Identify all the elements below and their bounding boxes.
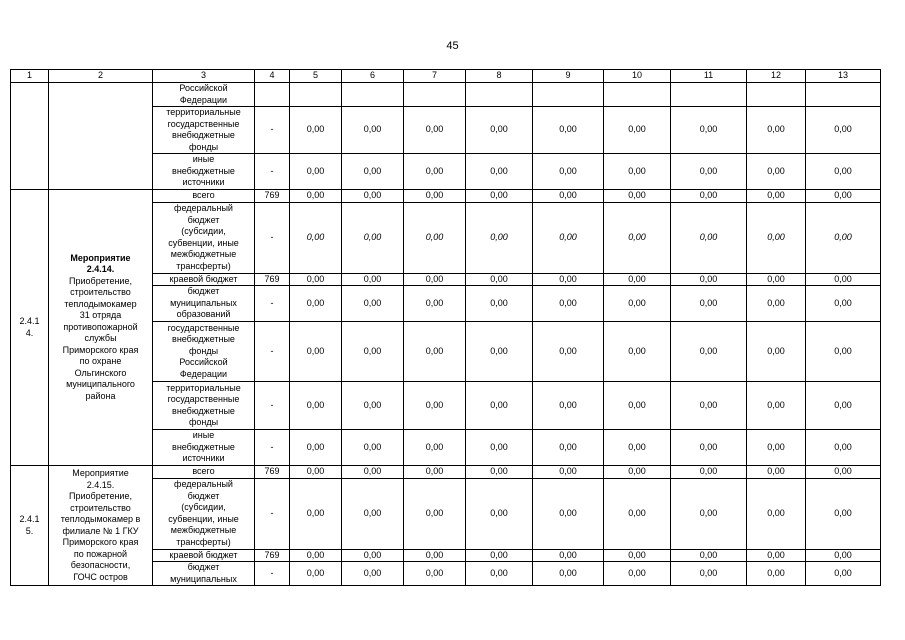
- value-cell: 0,00: [404, 286, 466, 322]
- value-cell: 0,00: [747, 190, 806, 203]
- activity-description: [51, 276, 150, 403]
- value-cell: 0,00: [671, 273, 747, 286]
- value-cell: 0,00: [533, 154, 604, 190]
- funding-source-cell: [153, 202, 255, 273]
- value-cell: 0,00: [466, 154, 533, 190]
- value-cell: 0,00: [806, 430, 881, 466]
- activity-cell: [49, 190, 153, 466]
- value-cell: 0,00: [342, 478, 404, 549]
- text-line: 31 отряда: [79, 310, 122, 321]
- value-cell: 0,00: [533, 382, 604, 430]
- text-line: 4.: [25, 327, 34, 338]
- column-header: 2: [49, 70, 153, 83]
- value-cell: 0,00: [342, 466, 404, 479]
- value-cell: 0,00: [290, 202, 342, 273]
- value-cell: 0,00: [290, 273, 342, 286]
- text-line: государственные: [167, 394, 240, 404]
- value-cell: 0,00: [604, 466, 671, 479]
- text-line: района: [85, 390, 116, 401]
- value-cell: 0,00: [290, 549, 342, 562]
- value-cell: 0,00: [533, 466, 604, 479]
- value-cell: 0,00: [604, 190, 671, 203]
- value-cell: 0,00: [342, 430, 404, 466]
- text-line: службы: [84, 333, 117, 344]
- value-cell: 0,00: [533, 430, 604, 466]
- text-line: Федерации: [179, 368, 228, 379]
- funding-source-cell: [153, 107, 255, 154]
- value-cell: 0,00: [671, 478, 747, 549]
- text-line: внебюджетные: [172, 334, 235, 345]
- value-cell: 0,00: [533, 202, 604, 273]
- text-line: 2.4.15.: [86, 479, 115, 490]
- value-cell: 0,00: [404, 382, 466, 430]
- text-line: трансферты): [176, 536, 231, 547]
- activity-cell: [49, 466, 153, 586]
- value-cell: 0,00: [466, 273, 533, 286]
- funding-source-cell: [153, 466, 255, 479]
- value-cell: 0,00: [671, 382, 747, 430]
- value-cell: 0,00: [604, 478, 671, 549]
- value-cell: 0,00: [533, 190, 604, 203]
- value-cell: 0,00: [290, 322, 342, 382]
- text-line: противопожарной: [63, 321, 138, 332]
- value-cell: 0,00: [747, 466, 806, 479]
- text-line: теплодымокамер в: [60, 514, 141, 524]
- value-cell: 0,00: [466, 202, 533, 273]
- text-line: внебюджетные: [172, 441, 235, 452]
- column-header: 9: [533, 70, 604, 83]
- funding-source-cell: [153, 273, 255, 286]
- column-header: 7: [404, 70, 466, 83]
- value-cell: 0,00: [604, 382, 671, 430]
- value-cell: [533, 83, 604, 107]
- table-row: [11, 190, 881, 203]
- value-cell: 0,00: [533, 286, 604, 322]
- row-id-cell: [11, 466, 49, 586]
- value-cell: 0,00: [747, 478, 806, 549]
- value-cell: 0,00: [747, 202, 806, 273]
- code-cell: 769: [255, 466, 290, 479]
- text-line: 2.4.1: [19, 514, 40, 524]
- value-cell: 0,00: [604, 562, 671, 586]
- column-header: 8: [466, 70, 533, 83]
- text-line: Федерации: [179, 94, 228, 105]
- value-cell: 0,00: [342, 382, 404, 430]
- budget-table: [10, 69, 881, 586]
- value-cell: 0,00: [290, 562, 342, 586]
- value-cell: [806, 83, 881, 107]
- text-line: фонды: [188, 417, 219, 427]
- activity-description: [51, 468, 150, 583]
- value-cell: 0,00: [806, 562, 881, 586]
- value-cell: 0,00: [342, 154, 404, 190]
- value-cell: 0,00: [806, 154, 881, 190]
- value-cell: 0,00: [466, 478, 533, 549]
- value-cell: 0,00: [342, 202, 404, 273]
- text-line: иные: [192, 430, 215, 441]
- text-line: бюджет: [187, 490, 220, 501]
- value-cell: 0,00: [806, 107, 881, 154]
- text-line: фонды: [188, 141, 219, 152]
- value-cell: 0,00: [747, 286, 806, 322]
- value-cell: 0,00: [604, 430, 671, 466]
- text-line: межбюджетные: [170, 525, 237, 535]
- text-line: Ольгинского: [74, 367, 127, 378]
- value-cell: 0,00: [466, 549, 533, 562]
- column-header: 6: [342, 70, 404, 83]
- text-line: образований: [176, 309, 231, 320]
- table-body: [11, 83, 881, 586]
- value-cell: 0,00: [806, 190, 881, 203]
- text-line: муниципального: [66, 379, 135, 390]
- text-line: субвенции, иные: [168, 237, 239, 248]
- table-row: [11, 83, 881, 107]
- row-id-cell: [11, 83, 49, 190]
- value-cell: 0,00: [404, 202, 466, 273]
- text-line: Мероприятие: [72, 468, 129, 478]
- value-cell: 0,00: [466, 430, 533, 466]
- value-cell: 0,00: [747, 549, 806, 562]
- column-header: 5: [290, 70, 342, 83]
- funding-source-cell: [153, 549, 255, 562]
- value-cell: 0,00: [290, 107, 342, 154]
- funding-source-cell: [153, 154, 255, 190]
- text-line: территориальные: [166, 107, 241, 117]
- text-line: 2.4.14.: [86, 264, 115, 275]
- funding-source-cell: [153, 478, 255, 549]
- value-cell: 0,00: [747, 382, 806, 430]
- text-line: краевой бюджет: [169, 549, 238, 560]
- text-line: филиале № 1 ГКУ: [62, 525, 139, 536]
- text-line: Приобретение,: [69, 491, 132, 501]
- value-cell: 0,00: [671, 154, 747, 190]
- text-line: 5.: [25, 525, 34, 536]
- value-cell: [342, 83, 404, 107]
- text-line: бюджет: [187, 286, 220, 297]
- text-line: межбюджетные: [170, 249, 237, 259]
- text-line: по охране: [79, 356, 122, 367]
- value-cell: 0,00: [747, 322, 806, 382]
- text-line: трансферты): [176, 260, 231, 271]
- value-cell: 0,00: [604, 549, 671, 562]
- value-cell: 0,00: [466, 286, 533, 322]
- column-header: 12: [747, 70, 806, 83]
- value-cell: 0,00: [747, 107, 806, 154]
- value-cell: 0,00: [604, 202, 671, 273]
- table-row: [11, 466, 881, 479]
- funding-source-cell: [153, 190, 255, 203]
- code-cell: -: [255, 107, 290, 154]
- value-cell: [466, 83, 533, 107]
- text-line: внебюджетные: [172, 165, 235, 176]
- header-row: [11, 70, 881, 83]
- value-cell: 0,00: [290, 430, 342, 466]
- value-cell: 0,00: [404, 190, 466, 203]
- code-cell: -: [255, 202, 290, 273]
- code-cell: -: [255, 478, 290, 549]
- code-cell: [255, 83, 290, 107]
- value-cell: 0,00: [404, 154, 466, 190]
- text-line: бюджет: [187, 214, 220, 225]
- text-line: Приобретение,: [69, 275, 132, 286]
- code-cell: -: [255, 322, 290, 382]
- value-cell: [747, 83, 806, 107]
- text-line: ГОЧС остров: [73, 571, 128, 582]
- value-cell: [404, 83, 466, 107]
- funding-source-cell: [153, 83, 255, 107]
- value-cell: 0,00: [533, 562, 604, 586]
- text-line: безопасности,: [70, 560, 131, 570]
- text-line: внебюджетные: [172, 130, 235, 140]
- value-cell: 0,00: [466, 562, 533, 586]
- text-line: (субсидии,: [181, 226, 226, 236]
- value-cell: 0,00: [466, 466, 533, 479]
- text-line: строительство: [70, 502, 131, 513]
- funding-source-cell: [153, 322, 255, 382]
- funding-source-cell: [153, 562, 255, 586]
- text-line: территориальные: [166, 382, 241, 393]
- value-cell: 0,00: [806, 322, 881, 382]
- value-cell: 0,00: [342, 549, 404, 562]
- value-cell: 0,00: [533, 273, 604, 286]
- text-line: Российской: [179, 357, 228, 368]
- value-cell: 0,00: [290, 382, 342, 430]
- code-cell: 769: [255, 273, 290, 286]
- column-header: 3: [153, 70, 255, 83]
- value-cell: 0,00: [806, 478, 881, 549]
- text-line: субвенции, иные: [168, 513, 239, 524]
- value-cell: 0,00: [747, 562, 806, 586]
- funding-source-cell: [153, 286, 255, 322]
- value-cell: 0,00: [671, 549, 747, 562]
- column-header: 13: [806, 70, 881, 83]
- value-cell: 0,00: [466, 107, 533, 154]
- code-cell: -: [255, 562, 290, 586]
- text-line: государственные: [167, 322, 240, 333]
- value-cell: 0,00: [671, 107, 747, 154]
- value-cell: 0,00: [404, 466, 466, 479]
- value-cell: 0,00: [342, 286, 404, 322]
- column-header: 4: [255, 70, 290, 83]
- value-cell: 0,00: [604, 107, 671, 154]
- value-cell: 0,00: [747, 430, 806, 466]
- value-cell: 0,00: [342, 562, 404, 586]
- value-cell: 0,00: [533, 107, 604, 154]
- row-id-cell: [11, 190, 49, 466]
- funding-source-cell: [153, 430, 255, 466]
- text-line: Российской: [179, 83, 228, 93]
- text-line: источники: [182, 177, 225, 188]
- value-cell: 0,00: [404, 273, 466, 286]
- value-cell: 0,00: [671, 322, 747, 382]
- value-cell: 0,00: [747, 154, 806, 190]
- value-cell: 0,00: [290, 286, 342, 322]
- value-cell: 0,00: [466, 322, 533, 382]
- value-cell: 0,00: [671, 202, 747, 273]
- code-cell: -: [255, 286, 290, 322]
- text-line: федеральный: [174, 203, 233, 213]
- funding-source-cell: [153, 382, 255, 430]
- value-cell: 0,00: [404, 107, 466, 154]
- value-cell: 0,00: [671, 190, 747, 203]
- value-cell: 0,00: [533, 322, 604, 382]
- value-cell: 0,00: [404, 549, 466, 562]
- value-cell: 0,00: [404, 562, 466, 586]
- value-cell: 0,00: [404, 430, 466, 466]
- value-cell: [671, 83, 747, 107]
- value-cell: [290, 83, 342, 107]
- text-line: фонды: [188, 345, 219, 356]
- value-cell: 0,00: [604, 322, 671, 382]
- column-header: 10: [604, 70, 671, 83]
- value-cell: 0,00: [604, 273, 671, 286]
- text-line: муниципальных: [170, 297, 237, 308]
- value-cell: 0,00: [466, 190, 533, 203]
- text-line: муниципальных: [170, 573, 237, 584]
- value-cell: 0,00: [806, 466, 881, 479]
- text-line: (субсидии,: [181, 502, 226, 512]
- value-cell: 0,00: [671, 466, 747, 479]
- text-line: Приморского края: [62, 344, 139, 355]
- code-cell: -: [255, 430, 290, 466]
- value-cell: 0,00: [533, 549, 604, 562]
- value-cell: 0,00: [747, 273, 806, 286]
- value-cell: 0,00: [806, 273, 881, 286]
- code-cell: 769: [255, 190, 290, 203]
- value-cell: [604, 83, 671, 107]
- value-cell: 0,00: [604, 154, 671, 190]
- text-line: краевой бюджет: [169, 273, 238, 284]
- value-cell: 0,00: [604, 286, 671, 322]
- text-line: всего: [192, 190, 215, 200]
- text-line: федеральный: [174, 479, 233, 489]
- page-number: 45: [446, 40, 459, 52]
- value-cell: 0,00: [290, 478, 342, 549]
- value-cell: 0,00: [806, 286, 881, 322]
- value-cell: 0,00: [806, 382, 881, 430]
- text-line: источники: [182, 453, 225, 464]
- value-cell: 0,00: [806, 202, 881, 273]
- value-cell: 0,00: [342, 273, 404, 286]
- value-cell: 0,00: [342, 107, 404, 154]
- value-cell: 0,00: [290, 154, 342, 190]
- activity-cell: [49, 83, 153, 190]
- text-line: иные: [192, 154, 215, 165]
- value-cell: 0,00: [290, 466, 342, 479]
- value-cell: 0,00: [671, 430, 747, 466]
- value-cell: 0,00: [806, 549, 881, 562]
- text-line: всего: [192, 466, 215, 476]
- code-cell: -: [255, 382, 290, 430]
- value-cell: 0,00: [466, 382, 533, 430]
- activity-title: [51, 253, 150, 276]
- value-cell: 0,00: [671, 562, 747, 586]
- value-cell: 0,00: [342, 322, 404, 382]
- value-cell: 0,00: [533, 478, 604, 549]
- text-line: по пожарной: [73, 548, 128, 559]
- value-cell: 0,00: [404, 322, 466, 382]
- value-cell: 0,00: [671, 286, 747, 322]
- text-line: Мероприятие: [70, 252, 131, 263]
- code-cell: -: [255, 154, 290, 190]
- code-cell: 769: [255, 549, 290, 562]
- text-line: государственные: [167, 118, 240, 129]
- column-header: 11: [671, 70, 747, 83]
- text-line: 2.4.1: [19, 316, 40, 326]
- text-line: бюджет: [187, 562, 220, 572]
- value-cell: 0,00: [290, 190, 342, 203]
- text-line: строительство: [70, 287, 131, 298]
- value-cell: 0,00: [342, 190, 404, 203]
- value-cell: 0,00: [404, 478, 466, 549]
- column-header: 1: [11, 70, 49, 83]
- text-line: Приморского края: [62, 537, 139, 547]
- text-line: теплодымокамер: [64, 298, 137, 309]
- text-line: внебюджетные: [172, 405, 235, 416]
